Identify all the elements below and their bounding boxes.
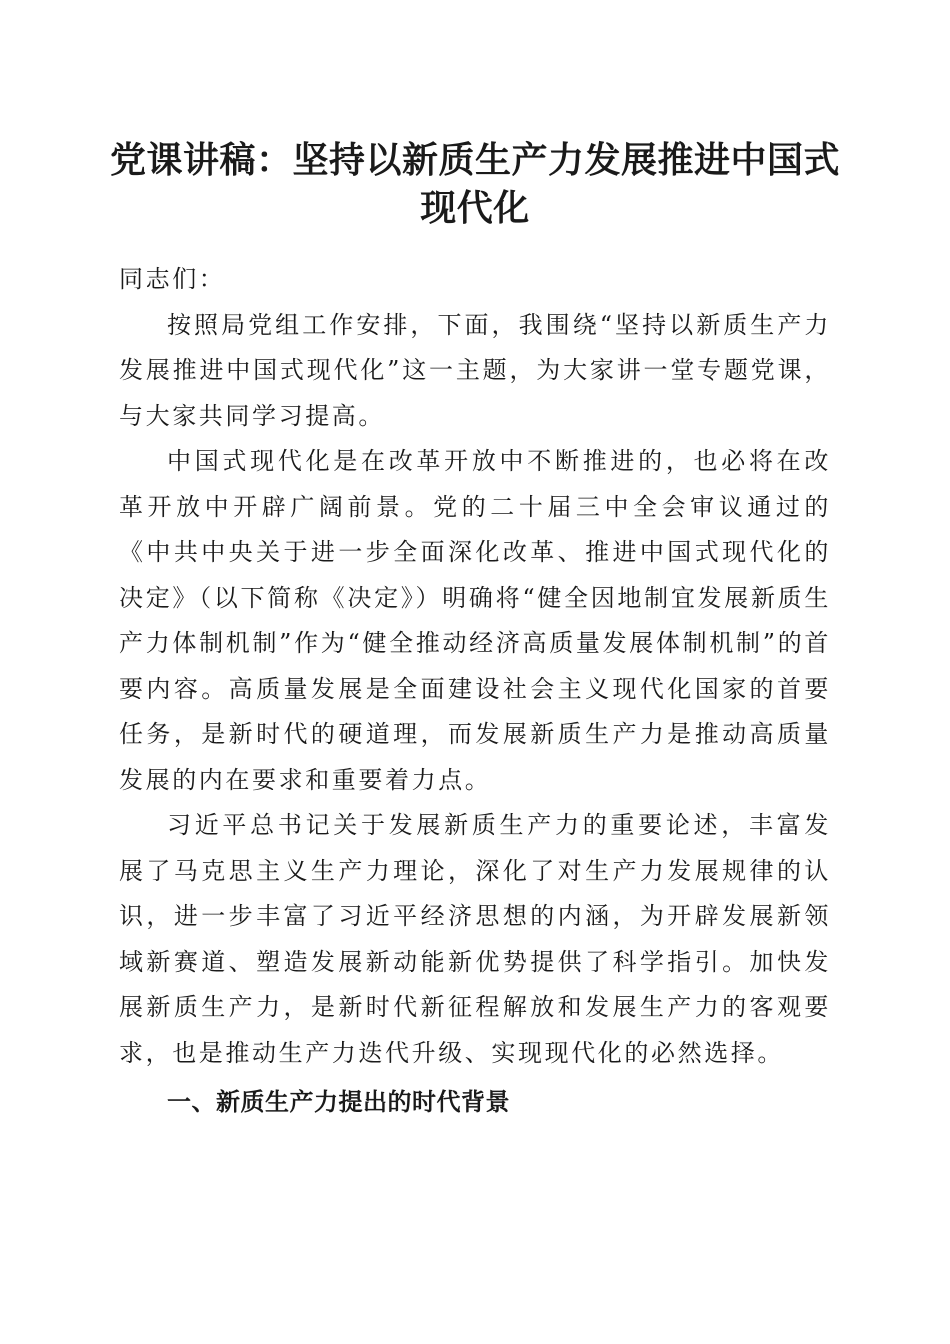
section-heading: 一、新质生产力提出的时代背景: [167, 1088, 510, 1116]
document-body: [119, 257, 831, 1126]
salutation: 同志们：: [119, 265, 226, 293]
document-title: 党课讲稿：坚持以新质生产力发展推进中国式现代化: [109, 139, 840, 229]
paragraph-productivity: 习近平总书记关于发展新质生产力的重要论述，丰富发展了马克思主义生产力理论，深化了对生产力发展规律的认识，进一步丰富了习近平经济思想的内涵，为开辟发展新领域新赛道、塑造发展新动能新优势提供了科学指引。加快发展新质生产力，是新时代新征程解放和发展生产力的客观要求，也是推动生产力迭代升级、实现现代化的必然选择。: [119, 811, 831, 1067]
paragraph-modernization: 中国式现代化是在改革开放中不断推进的，也必将在改革开放中开辟广阔前景。党的二十届三中全会审议通过的《中共中央关于进一步全面深化改革、推进中国式现代化的决定》（以下简称《决定》）明确将“健全因地制宜发展新质生产力体制机制”作为“健全推动经济高质量发展体制机制”的首要内容。高质量发展是全面建设社会主义现代化国家的首要任务，是新时代的硬道理，而发展新质生产力是推动高质量发展的内在要求和重要着力点。: [119, 447, 831, 794]
paragraph-intro: 按照局党组工作安排，下面，我围绕“坚持以新质生产力发展推进中国式现代化”这一主题，为大家讲一堂专题党课，与大家共同学习提高。: [119, 310, 831, 430]
